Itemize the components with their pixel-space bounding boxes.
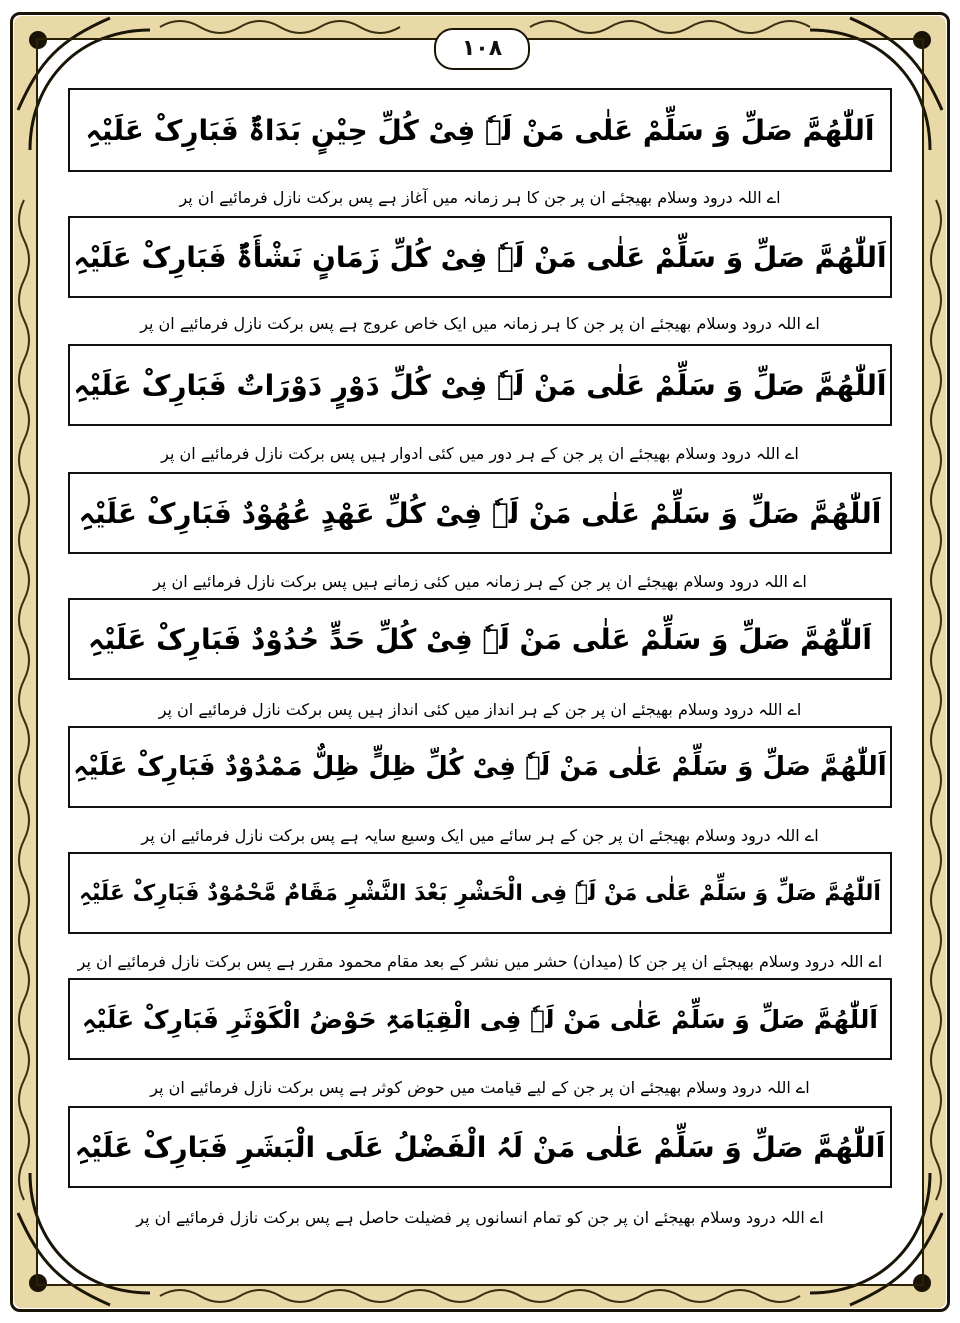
arabic-verse: اَللّٰھُمَّ صَلِّ وَ سَلِّمْ عَلٰی مَنْ لَہٗ فِیْ کُلِّ حِیْنٍ بَدَاۃٌ فَبَارِکْ عَلَیْہِ (68, 88, 892, 172)
urdu-translation: اے اللہ درود وسلام بھیجئے ان پر جن کے ہر سائے میں ایک وسیع سایہ ہے پس برکت نازل فرمائیے ان پر (141, 825, 819, 845)
urdu-translation: اے اللہ درود وسلام بھیجئے ان پر جن کے ہر دور میں کئی ادوار ہیں پس برکت نازل فرمائیے ان پر (161, 443, 799, 463)
arabic-verse: اَللّٰھُمَّ صَلِّ وَ سَلِّمْ عَلٰی مَنْ لَہٗ فِیْ کُلِّ دَوْرٍ دَوْرَاتٌ فَبَارِکْ عَلَیْہِ (68, 344, 892, 426)
urdu-translation: اے اللہ درود وسلام بھیجئے ان پر جن کا (میدان) حشر میں نشر کے بعد مقام محمود مقرر ہے پس برکت نازل فرمائیے ان پر (77, 951, 883, 971)
arabic-verse: اَللّٰھُمَّ صَلِّ وَ سَلِّمْ عَلٰی مَنْ لَہٗ فِی الْحَشْرِ بَعْدَ النَّشْرِ مَقَامٌ مَّحْمُوْدٌ فَبَارِکْ عَلَیْہِ (68, 852, 892, 934)
arabic-verse: اَللّٰھُمَّ صَلِّ وَ سَلِّمْ عَلٰی مَنْ لَہٗ فِیْ کُلِّ حَدٍّ حُدُوْدٌ فَبَارِکْ عَلَیْہِ (68, 598, 892, 680)
urdu-translation: اے اللہ درود وسلام بھیجئے ان پر جن کو تمام انسانوں پر فضیلت حاصل ہے پس برکت نازل فرمائیے ان پر (136, 1207, 824, 1227)
arabic-verse: اَللّٰھُمَّ صَلِّ وَ سَلِّمْ عَلٰی مَنْ لَہٗ فِیْ کُلِّ عَھْدٍ عُھُوْدٌ فَبَارِکْ عَلَیْہِ (68, 472, 892, 554)
urdu-translation: اے اللہ درود وسلام بھیجئے ان پر جن کا ہر زمانہ میں ایک خاص عروج ہے پس برکت نازل فرمائیے ان پر (140, 313, 820, 333)
arabic-verse: اَللّٰھُمَّ صَلِّ وَ سَلِّمْ عَلٰی مَنْ لَہٗ فِی الْقِیَامَۃِ حَوْضُ الْکَوْثَرِ فَبَارِکْ عَلَیْہِ (68, 978, 892, 1060)
urdu-translation: اے اللہ درود وسلام بھیجئے ان پر جن کے لیے قیامت میں حوض کوثر ہے پس برکت نازل فرمائیے ان پر (150, 1077, 810, 1097)
urdu-translation: اے اللہ درود وسلام بھیجئے ان پر جن کا ہر زمانہ میں آغاز ہے پس برکت نازل فرمائیے ان پر (179, 187, 781, 207)
page-number: ۱۰۸ (434, 28, 530, 70)
arabic-verse: اَللّٰھُمَّ صَلِّ وَ سَلِّمْ عَلٰی مَنْ لَہُ الْفَضْلُ عَلَی الْبَشَرِ فَبَارِکْ عَلَیْہِ (68, 1106, 892, 1188)
urdu-translation: اے اللہ درود وسلام بھیجئے ان پر جن کے ہر زمانہ میں کئی زمانے ہیں پس برکت نازل فرمائیے ان پر (153, 571, 807, 591)
arabic-verse: اَللّٰھُمَّ صَلِّ وَ سَلِّمْ عَلٰی مَنْ لَہٗ فِیْ کُلِّ ظِلٍّ ظِلٌّ مَمْدُوْدٌ فَبَارِکْ عَلَیْہِ (68, 726, 892, 808)
arabic-verse: اَللّٰھُمَّ صَلِّ وَ سَلِّمْ عَلٰی مَنْ لَہٗ فِیْ کُلِّ زَمَانٍ نَشْأَۃٌ فَبَارِکْ عَلَیْہِ (68, 216, 892, 298)
urdu-translation: اے اللہ درود وسلام بھیجئے ان پر جن کے ہر انداز میں کئی انداز ہیں پس برکت نازل فرمائیے ان پر (158, 699, 802, 719)
